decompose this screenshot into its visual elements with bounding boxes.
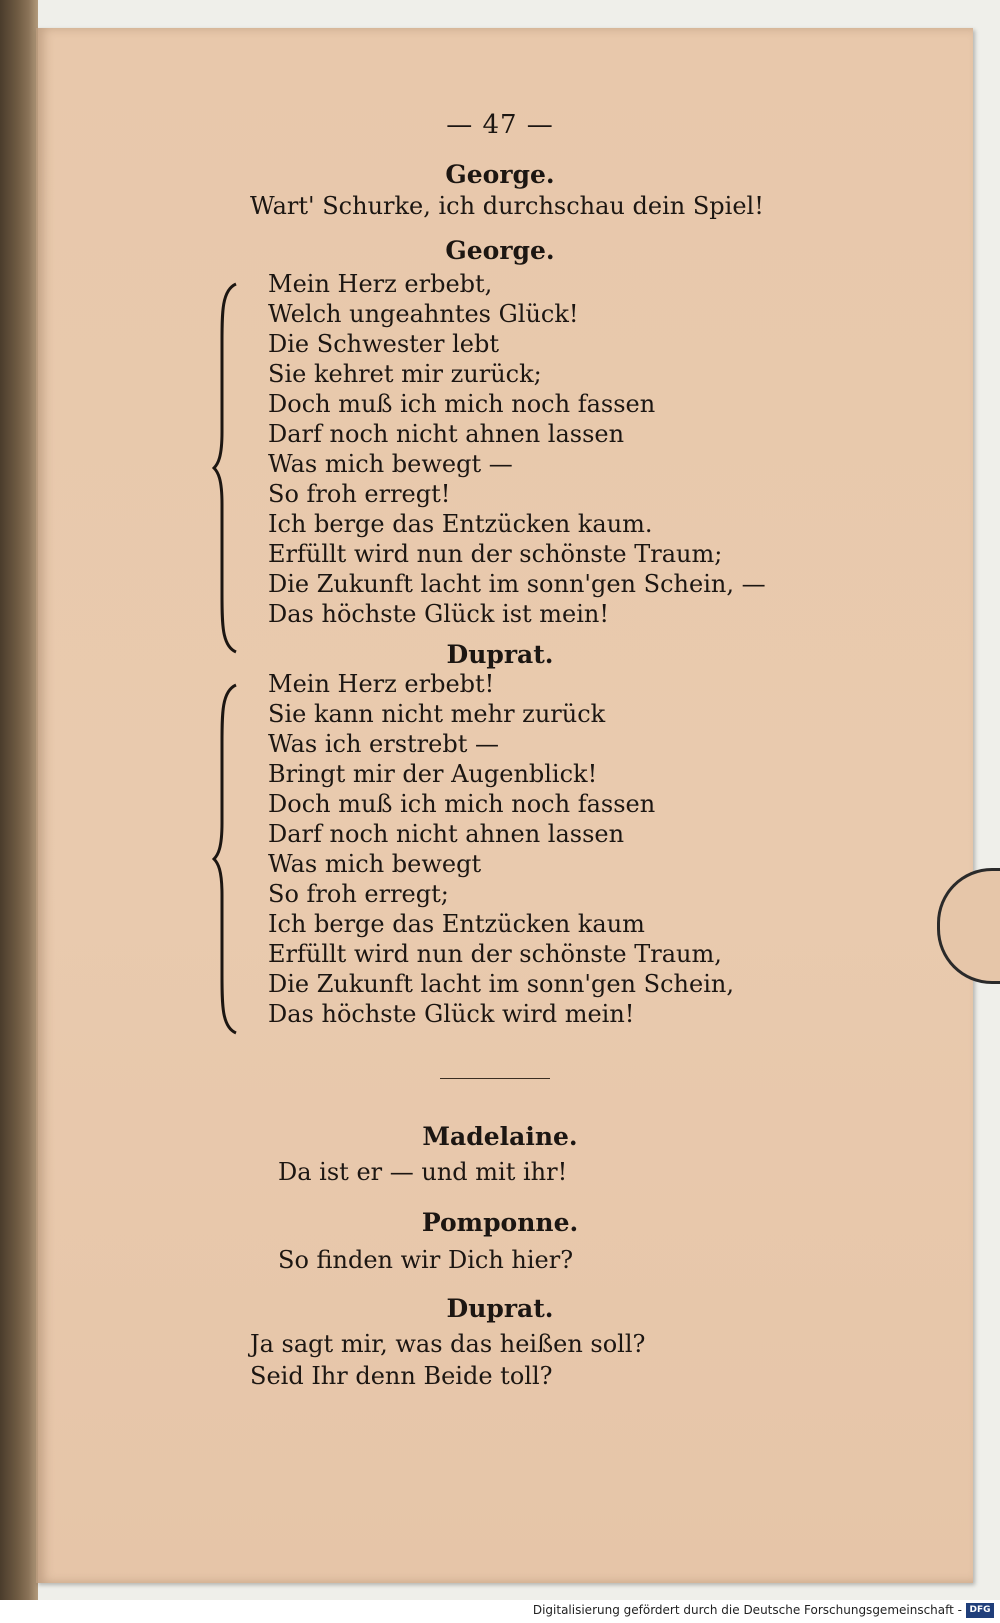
speaker-george-2: George. <box>445 236 555 265</box>
verse-line: Erfüllt wird nun der schönste Traum, <box>268 940 722 968</box>
verse-line: Mein Herz erbebt! <box>268 670 495 698</box>
verse-brace-duprat <box>212 683 240 1035</box>
verse-line: Das höchste Glück ist mein! <box>268 600 610 628</box>
speaker-pomponne: Pomponne. <box>421 1208 579 1237</box>
verse-line: Sie kann nicht mehr zurück <box>268 700 606 728</box>
verse-line: Was mich bewegt — <box>268 450 513 478</box>
speaker-madelaine: Madelaine. <box>422 1122 578 1151</box>
verse-line: Doch muß ich mich noch fassen <box>268 790 656 818</box>
verse-line: Was mich bewegt <box>268 850 482 878</box>
verse-line: So froh erregt! <box>268 480 451 508</box>
digitization-footer <box>0 1600 1000 1623</box>
speaker-george-1: George. <box>445 160 555 189</box>
verse-line: So finden wir Dich hier? <box>278 1246 574 1274</box>
verse-line: Darf noch nicht ahnen lassen <box>268 820 625 848</box>
verse-line: Ich berge das Entzücken kaum. <box>268 510 653 538</box>
verse-line: Da ist er — und mit ihr! <box>278 1158 568 1186</box>
verse-line: Das höchste Glück wird mein! <box>268 1000 635 1028</box>
verse-line: Die Zukunft lacht im sonn'gen Schein, — <box>268 570 766 598</box>
verse-line: Die Zukunft lacht im sonn'gen Schein, <box>268 970 734 998</box>
verse-line: Sie kehret mir zurück; <box>268 360 542 388</box>
verse-line: Mein Herz erbebt, <box>268 270 493 298</box>
dfg-logo: DFG <box>966 1603 994 1618</box>
verse-line: Seid Ihr denn Beide toll? <box>250 1362 553 1390</box>
verse-line: Darf noch nicht ahnen lassen <box>268 420 625 448</box>
verse-line: Ich berge das Entzücken kaum <box>268 910 645 938</box>
verse-line: Ja sagt mir, was das heißen soll? <box>250 1330 646 1358</box>
verse-line: Welch ungeahntes Glück! <box>268 300 579 328</box>
verse-line: Die Schwester lebt <box>268 330 499 358</box>
verse-line: Erfüllt wird nun der schönste Traum; <box>268 540 723 568</box>
verse-brace-george <box>212 282 240 654</box>
footer-credit: Digitalisierung gefördert durch die Deutsche Forschungsgemeinschaft - <box>532 1603 962 1617</box>
verse-line: Bringt mir der Augenblick! <box>268 760 598 788</box>
speaker-duprat-2: Duprat. <box>446 1294 554 1323</box>
section-divider <box>440 1078 550 1079</box>
verse-line: Doch muß ich mich noch fassen <box>268 390 656 418</box>
verse-line: Wart' Schurke, ich durchschau dein Spiel! <box>250 192 764 220</box>
speaker-duprat-1: Duprat. <box>446 640 554 669</box>
page-number: — 47 — <box>446 110 554 140</box>
verse-line: Was ich erstrebt — <box>268 730 499 758</box>
verse-line: So froh erregt; <box>268 880 449 908</box>
